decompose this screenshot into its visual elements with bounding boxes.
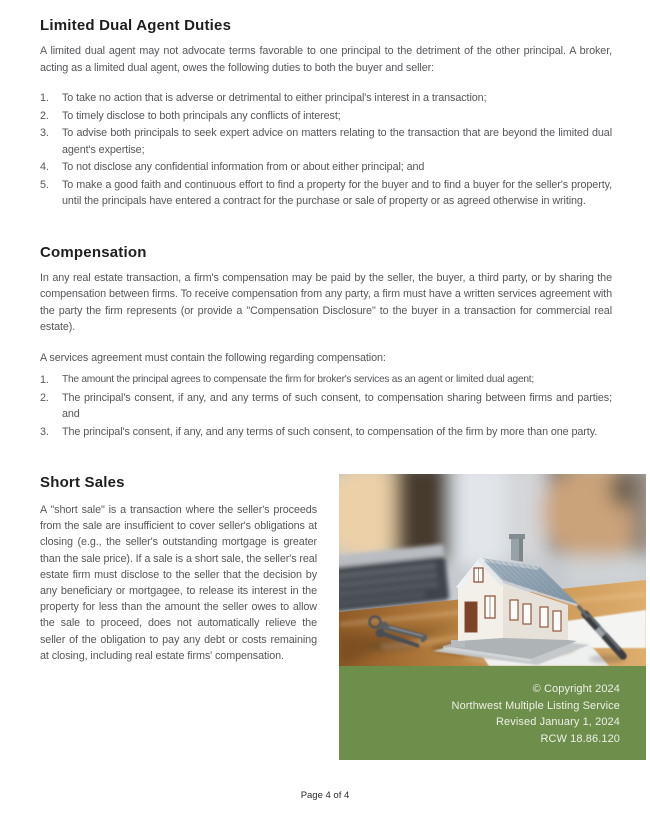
list-item <box>40 159 612 176</box>
list-number: 4. <box>40 161 49 173</box>
copyright-line: RCW 18.86.120 <box>540 732 620 745</box>
list-item <box>40 125 612 158</box>
list-item-text: The principal's consent, if any, and any terms of such consent, to compensation sharing between firms and parties; and <box>62 391 612 420</box>
list-number: 3. <box>40 425 49 438</box>
list-item-text: The amount the principal agrees to compensate the firm for broker's services as an agent or limited dual agent; <box>62 374 534 385</box>
list-number: 2. <box>40 109 49 122</box>
section-compensation <box>40 244 612 441</box>
house-model-photo <box>339 474 646 666</box>
compensation-paragraph-1: In any real estate transaction, a firm's compensation may be paid by the seller, the buyer, a third party, or by sharing the compensation between firms. To receive compensation from any party, a firm must have a written services agreement with the party the firm represents (or provide a "Compensation Disclosure" to the buyer in a transaction for commercial real estate). <box>40 271 612 333</box>
list-item-text: To make a good faith and continuous effort to find a property for the buyer and to find a buyer for the seller's property, until the principals have entered a contract for the purchase or sale of property or as agreed otherwise in writing. <box>62 178 612 207</box>
list-item <box>40 108 612 125</box>
copyright-box <box>339 666 646 760</box>
page-number: Page 4 of 4 <box>300 790 350 801</box>
list-item-text: To advise both principals to seek expert advice on matters relating to the transaction that are beyond the limited dual agent's expertise; <box>62 127 612 156</box>
section-short-sales <box>40 474 646 760</box>
house-model-photo-illustration <box>339 474 646 666</box>
section-heading-limited-dual-agent-duties: Limited Dual Agent Duties <box>40 17 232 34</box>
list-item <box>40 177 612 210</box>
copyright-line: Revised January 1, 2024 <box>496 716 620 728</box>
section-heading-compensation: Compensation <box>40 243 147 261</box>
list-item <box>40 372 612 389</box>
compensation-paragraph-2: A services agreement must contain the following regarding compensation: <box>40 351 386 364</box>
section-limited-dual-agent-duties <box>40 17 612 210</box>
list-item-text: To take no action that is adverse or detrimental to either principal's interest in a transaction; <box>62 92 487 104</box>
document-page <box>40 17 646 760</box>
short-sales-text-column <box>40 474 317 760</box>
list-number: 1. <box>40 374 49 386</box>
copyright-line: Northwest Multiple Listing Service <box>451 699 620 712</box>
list-item <box>40 390 612 423</box>
section-heading-short-sales: Short Sales <box>40 474 125 491</box>
list-item-text: The principal's consent, if any, and any terms of such consent, to compensation of the firm by more than one party. <box>62 425 598 438</box>
list-number: 3. <box>40 127 49 139</box>
list-item-text: To timely disclose to both principals any conflicts of interest; <box>62 109 341 122</box>
services-agreement-list <box>40 372 612 440</box>
short-sales-paragraph: A "short sale" is a transaction where the seller's proceeds from the sale are insufficient to cover seller's obligations at closing (e.g., the seller's outstanding mortgage is greater than the sale price). If a sale is a short sale, the seller's real estate firm must disclose to the seller that the decision by any beneficiary or mortgagee, to release its interest in the property for less than the amount the seller owes to allow the sale to proceed, does not automatically relieve the seller of the obligation to pay any debt or costs remaining at closing, including real estate firms' compensation. <box>40 504 317 662</box>
list-item <box>40 424 612 441</box>
list-item <box>40 90 612 107</box>
list-number: 5. <box>40 178 49 191</box>
copyright-line: © Copyright 2024 <box>532 683 620 695</box>
list-number: 1. <box>40 92 49 104</box>
limited-dual-agent-intro-paragraph: A limited dual agent may not advocate terms favorable to one principal to the detriment of the other principal. A broker, acting as a limited dual agent, owes the following duties to both the buyer and seller: <box>40 45 612 74</box>
dual-agent-duties-list <box>40 90 612 210</box>
list-item-text: To not disclose any confidential information from or about either principal; and <box>62 161 425 173</box>
short-sales-media-column <box>339 474 646 760</box>
list-number: 2. <box>40 391 49 404</box>
